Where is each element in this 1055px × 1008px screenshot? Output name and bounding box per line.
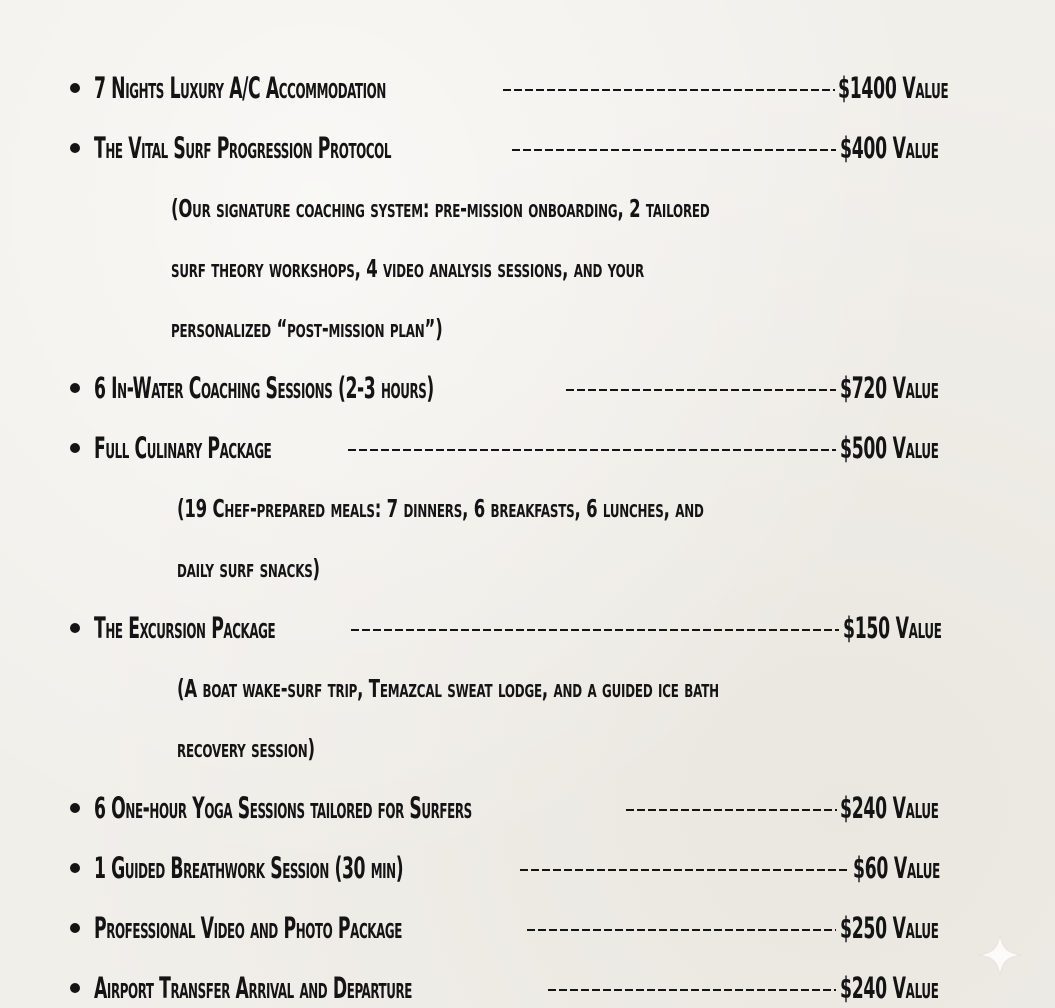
list-item: [0, 778, 1055, 838]
bullet-icon: [70, 803, 80, 813]
dotted-leader: [626, 809, 837, 811]
item-label: 1 Guided Breathwork Session (30 min): [94, 851, 404, 885]
item-price: $250 Value: [840, 911, 939, 945]
list-item: [0, 358, 1055, 418]
dotted-leader: [503, 89, 835, 91]
bullet-icon: [70, 83, 80, 93]
item-label: 6 One-hour Yoga Sessions tailored for Surfers: [94, 791, 472, 825]
item-price: $150 Value: [843, 611, 942, 645]
list-item: [0, 898, 1055, 958]
list-item: [0, 838, 1055, 898]
item-price: $500 Value: [840, 431, 939, 465]
list-item: [0, 418, 1055, 478]
dotted-leader: [520, 869, 850, 871]
item-detail-line: (19 Chef-prepared meals: 7 dinners, 6 breakfasts, 6 lunches, and: [177, 494, 704, 523]
item-label: 6 In-Water Coaching Sessions (2-3 hours): [94, 371, 434, 405]
item-detail-line: (A boat wake-surf trip, Temazcal sweat lodge, and a guided ice bath: [177, 674, 719, 703]
item-price: $240 Value: [840, 791, 939, 825]
list-item: [0, 58, 1055, 118]
bullet-icon: [70, 923, 80, 933]
item-detail-line: personalized “post-mission plan”): [171, 314, 443, 343]
bullet-icon: [70, 383, 80, 393]
bullet-icon: [70, 983, 80, 993]
bullet-icon: [70, 863, 80, 873]
item-detail-line: surf theory workshops, 4 video analysis sessions, and your: [171, 254, 644, 283]
list-item: [0, 958, 1055, 1008]
dotted-leader: [351, 629, 839, 631]
item-label: Full Culinary Package: [94, 431, 272, 465]
dotted-leader: [348, 449, 836, 451]
list-item: [0, 118, 1055, 178]
item-price: $60 Value: [853, 851, 940, 885]
item-label: The Vital Surf Progression Protocol: [94, 131, 392, 165]
item-label: The Excursion Package: [94, 611, 276, 645]
sparkle-icon: [977, 932, 1023, 978]
item-price: $720 Value: [840, 371, 939, 405]
item-detail-line: (Our signature coaching system: pre-mission onboarding, 2 tailored: [171, 194, 710, 223]
dotted-leader: [548, 989, 836, 991]
dotted-leader: [566, 389, 836, 391]
item-price: $1400 Value: [838, 71, 949, 105]
item-price: $240 Value: [840, 971, 939, 1005]
item-label: Airport Transfer Arrival and Departure: [94, 971, 412, 1005]
item-label: Professional Video and Photo Package: [94, 911, 402, 945]
item-price: $400 Value: [840, 131, 939, 165]
dotted-leader: [512, 149, 836, 151]
list-item: [0, 598, 1055, 658]
bullet-icon: [70, 143, 80, 153]
dotted-leader: [527, 929, 836, 931]
item-detail-line: recovery session): [177, 734, 315, 763]
item-detail-line: daily surf snacks): [177, 554, 320, 583]
bullet-icon: [70, 623, 80, 633]
item-label: 7 Nights Luxury A/C Accommodation: [94, 71, 386, 105]
bullet-icon: [70, 443, 80, 453]
